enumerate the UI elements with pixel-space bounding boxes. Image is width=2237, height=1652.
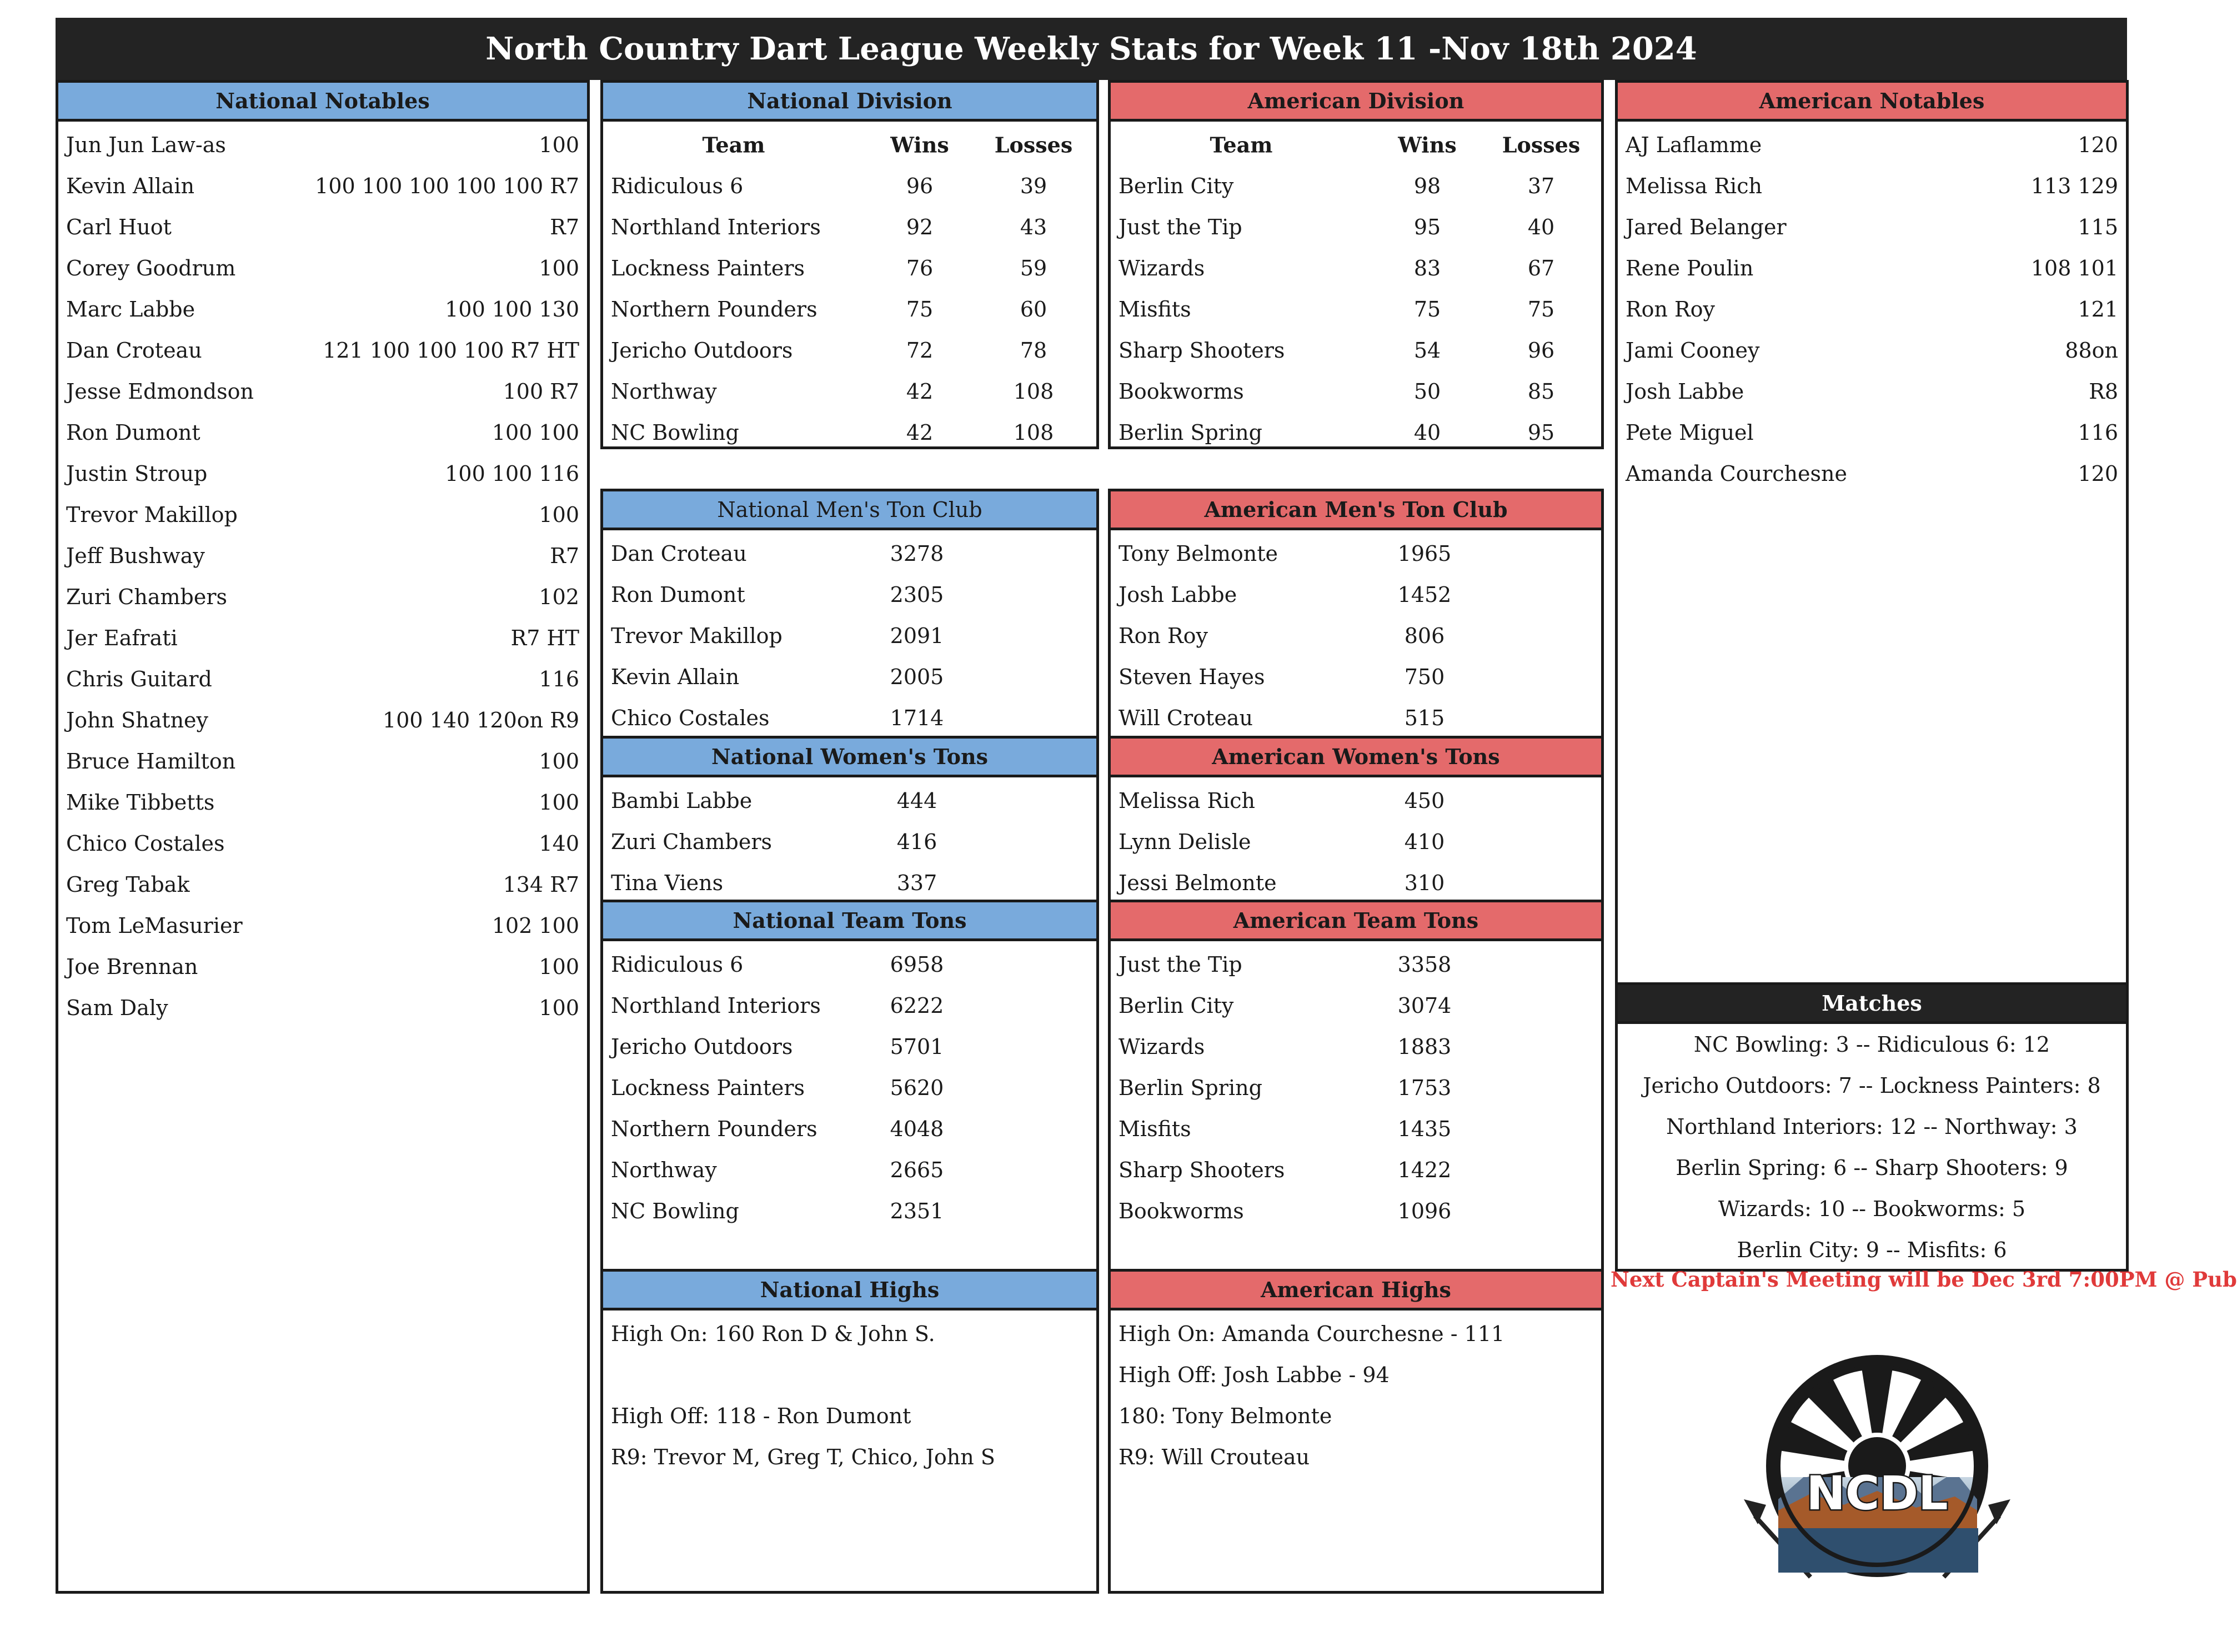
team-losses: 75: [1527, 297, 1555, 322]
row-value: 100 100 130: [445, 297, 579, 322]
row-value: 100 R7: [503, 379, 579, 404]
team-column-header: Team: [1210, 132, 1273, 158]
team-losses: 108: [1013, 379, 1054, 404]
division-row: [603, 165, 1096, 207]
team-wins: 75: [1413, 297, 1441, 322]
row-name: Ron Dumont: [66, 420, 200, 445]
row-value: 100: [539, 955, 579, 979]
team-wins: 42: [906, 379, 934, 404]
row-name: Amanda Courchesne: [1626, 461, 1847, 486]
row-name: Mike Tibbetts: [66, 790, 215, 815]
row-value: 444: [896, 789, 937, 813]
division-row: [1111, 289, 1601, 330]
national-team-tons-header: National Team Tons: [603, 902, 1096, 941]
team-wins: 96: [906, 174, 934, 198]
row-value: 120: [2078, 133, 2118, 157]
row-name: Josh Labbe: [1626, 379, 1744, 404]
row-value: R7: [550, 544, 579, 568]
row-name: Tina Viens: [611, 871, 724, 895]
row-name: Chris Guitard: [66, 667, 212, 691]
team-tons-row: [603, 1191, 1096, 1232]
row-name: Northway: [611, 1158, 717, 1182]
row-name: Ron Roy: [1118, 624, 1208, 648]
american-highs-header: American Highs: [1111, 1272, 1601, 1310]
row-value: 2305: [890, 583, 944, 607]
match-result: Berlin Spring: 6 -- Sharp Shooters: 9: [1676, 1156, 2068, 1180]
national-womens-tons-header: National Women's Tons: [603, 739, 1096, 777]
row-value: 6958: [890, 952, 944, 977]
high-entry: High Off: 118 - Ron Dumont: [611, 1404, 911, 1428]
row-value: 5620: [890, 1076, 944, 1100]
row-name: Marc Labbe: [66, 297, 195, 322]
row-name: Ron Roy: [1626, 297, 1715, 322]
row-name: Ridiculous 6: [611, 952, 744, 977]
row-name: Sharp Shooters: [1118, 1158, 1285, 1182]
row-name: Bookworms: [1118, 1199, 1244, 1223]
team-wins: 75: [906, 297, 934, 322]
row-name: Northland Interiors: [611, 993, 821, 1018]
row-name: Ron Dumont: [611, 583, 745, 607]
notable-row: [58, 823, 587, 864]
row-name: Bruce Hamilton: [66, 749, 236, 774]
row-name: Pete Miguel: [1626, 420, 1754, 445]
team-name: Lockness Painters: [611, 256, 805, 280]
row-value: 120: [2078, 461, 2118, 486]
national-highs-header: National Highs: [603, 1272, 1096, 1310]
team-tons-row: [603, 1108, 1096, 1149]
notable-row: [58, 165, 587, 207]
division-row: [1111, 248, 1601, 289]
national-team-tons-panel: [600, 900, 1099, 1272]
row-value: 100: [539, 256, 579, 280]
row-value: 100 100 116: [445, 461, 579, 486]
row-value: 3074: [1397, 993, 1452, 1018]
row-value: 806: [1404, 624, 1445, 648]
womens-tons-row: [1111, 821, 1601, 862]
team-losses: 39: [1020, 174, 1047, 198]
national-highs-panel: [600, 1269, 1099, 1594]
row-value: 121 100 100 100 R7 HT: [323, 338, 579, 363]
row-name: Jer Eafrati: [66, 626, 178, 650]
row-value: 750: [1404, 665, 1445, 689]
matches-header: Matches: [1618, 982, 2126, 1024]
row-name: Tom LeMasurier: [66, 913, 243, 938]
team-tons-row: [1111, 1149, 1601, 1191]
row-value: 1452: [1397, 583, 1452, 607]
team-losses: 67: [1527, 256, 1555, 280]
notable-row: [1618, 371, 2126, 412]
team-wins: 54: [1413, 338, 1441, 363]
ton-club-row: [603, 533, 1096, 574]
row-name: Berlin City: [1118, 993, 1234, 1018]
notable-row: [58, 330, 587, 371]
row-name: Jeff Bushway: [66, 544, 205, 568]
team-wins: 76: [906, 256, 934, 280]
match-result: Berlin City: 9 -- Misfits: 6: [1737, 1238, 2007, 1262]
notable-row: [58, 946, 587, 987]
wins-column-header: Wins: [890, 132, 949, 158]
row-value: 116: [2078, 420, 2118, 445]
row-value: 1435: [1397, 1117, 1452, 1141]
notable-row: [58, 987, 587, 1028]
notable-row: [58, 494, 587, 535]
division-column-header: [1111, 124, 1601, 165]
notable-row: [58, 659, 587, 700]
high-entry: High On: 160 Ron D & John S.: [611, 1322, 935, 1346]
row-name: Jami Cooney: [1626, 338, 1760, 363]
row-name: Joe Brennan: [66, 955, 198, 979]
wins-column-header: Wins: [1398, 132, 1457, 158]
womens-tons-row: [1111, 862, 1601, 903]
team-tons-row: [603, 1067, 1096, 1108]
team-wins: 50: [1413, 379, 1441, 404]
row-value: 450: [1404, 789, 1445, 813]
notable-row: [1618, 453, 2126, 494]
row-value: 100: [539, 133, 579, 157]
team-losses: 43: [1020, 215, 1047, 239]
notable-row: [58, 412, 587, 453]
row-name: Berlin Spring: [1118, 1076, 1262, 1100]
american-notables-panel: [1615, 80, 2129, 1272]
row-name: Bambi Labbe: [611, 789, 753, 813]
notable-row: [58, 864, 587, 905]
ton-club-row: [603, 697, 1096, 739]
womens-tons-row: [1111, 780, 1601, 821]
row-name: Northern Pounders: [611, 1117, 817, 1141]
national-division-panel: [600, 80, 1099, 449]
team-name: Just the Tip: [1118, 215, 1242, 239]
notable-row: [58, 207, 587, 248]
row-value: 416: [896, 830, 937, 854]
row-value: 2665: [890, 1158, 944, 1182]
notable-row: [58, 248, 587, 289]
american-womens-tons-panel: [1108, 736, 1604, 902]
team-tons-row: [603, 1149, 1096, 1191]
row-value: 134 R7: [503, 872, 579, 897]
row-name: NC Bowling: [611, 1199, 739, 1223]
division-row: [603, 248, 1096, 289]
notable-row: [58, 576, 587, 617]
division-row: [603, 289, 1096, 330]
row-value: 1422: [1397, 1158, 1452, 1182]
ton-club-row: [1111, 697, 1601, 739]
high-entry: High On: Amanda Courchesne - 111: [1118, 1322, 1505, 1346]
team-wins: 98: [1413, 174, 1441, 198]
team-losses: 96: [1527, 338, 1555, 363]
american-division-panel: [1108, 80, 1604, 449]
american-team-tons-header: American Team Tons: [1111, 902, 1601, 941]
notable-row: [1618, 248, 2126, 289]
team-wins: 72: [906, 338, 934, 363]
row-name: Jun Jun Law-as: [66, 133, 226, 157]
notable-row: [1618, 289, 2126, 330]
ton-club-row: [1111, 656, 1601, 697]
row-value: R7: [550, 215, 579, 239]
team-name: Berlin Spring: [1118, 420, 1262, 445]
team-tons-row: [603, 1026, 1096, 1067]
division-row: [1111, 330, 1601, 371]
team-losses: 59: [1020, 256, 1047, 280]
row-name: Chico Costales: [611, 706, 770, 730]
row-name: Jessi Belmonte: [1118, 871, 1277, 895]
row-name: Rene Poulin: [1626, 256, 1754, 280]
row-value: 140: [539, 831, 579, 856]
team-name: Wizards: [1118, 256, 1205, 280]
team-tons-row: [1111, 985, 1601, 1026]
row-value: 108 101: [2030, 256, 2118, 280]
team-name: Bookworms: [1118, 379, 1244, 404]
ton-club-row: [603, 574, 1096, 615]
row-value: 1714: [890, 706, 944, 730]
row-name: Lockness Painters: [611, 1076, 805, 1100]
row-value: 100: [539, 996, 579, 1020]
team-wins: 83: [1413, 256, 1441, 280]
team-losses: 78: [1020, 338, 1047, 363]
row-name: Jesse Edmondson: [66, 379, 254, 404]
row-value: 2351: [890, 1199, 944, 1223]
row-value: 5701: [890, 1035, 944, 1059]
notable-row: [58, 617, 587, 659]
team-column-header: Team: [702, 132, 765, 158]
american-team-tons-panel: [1108, 900, 1604, 1272]
team-name: Northern Pounders: [611, 297, 817, 322]
notable-row: [1618, 165, 2126, 207]
row-value: R7 HT: [510, 626, 579, 650]
row-value: 88on: [2065, 338, 2118, 363]
row-name: Dan Croteau: [66, 338, 202, 363]
row-name: Dan Croteau: [611, 541, 747, 566]
notable-row: [1618, 124, 2126, 165]
ton-club-row: [1111, 533, 1601, 574]
row-value: 100 140 120on R9: [383, 708, 579, 732]
high-entry: R9: Will Crouteau: [1118, 1445, 1310, 1469]
row-value: 3278: [890, 541, 944, 566]
national-division-header: National Division: [603, 83, 1096, 122]
ton-club-row: [1111, 615, 1601, 656]
team-losses: 85: [1527, 379, 1555, 404]
row-name: Wizards: [1118, 1035, 1205, 1059]
notable-row: [58, 453, 587, 494]
page-title: North Country Dart League Weekly Stats for Week 11 -Nov 18th 2024: [56, 18, 2127, 80]
row-value: 121: [2078, 297, 2118, 322]
national-notables-header: National Notables: [58, 83, 587, 122]
team-tons-row: [1111, 944, 1601, 985]
american-notables-header: American Notables: [1618, 83, 2126, 122]
team-losses: 40: [1527, 215, 1555, 239]
division-row: [603, 207, 1096, 248]
notable-row: [58, 905, 587, 946]
division-row: [603, 330, 1096, 371]
row-value: 102: [539, 585, 579, 609]
team-losses: 108: [1013, 420, 1054, 445]
row-name: Kevin Allain: [66, 174, 195, 198]
team-name: Ridiculous 6: [611, 174, 744, 198]
row-name: John Shatney: [66, 708, 208, 732]
team-tons-row: [1111, 1026, 1601, 1067]
row-name: Will Croteau: [1118, 706, 1253, 730]
team-wins: 42: [906, 420, 934, 445]
team-name: NC Bowling: [611, 420, 739, 445]
notable-row: [58, 741, 587, 782]
row-name: Jericho Outdoors: [611, 1035, 793, 1059]
row-name: Chico Costales: [66, 831, 225, 856]
notable-row: [58, 700, 587, 741]
row-name: Corey Goodrum: [66, 256, 236, 280]
row-name: AJ Laflamme: [1626, 133, 1762, 157]
row-value: 113 129: [2030, 174, 2118, 198]
row-value: 102 100: [491, 913, 579, 938]
row-name: Lynn Delisle: [1118, 830, 1251, 854]
womens-tons-row: [603, 821, 1096, 862]
row-value: 4048: [890, 1117, 944, 1141]
national-notables-panel: [56, 80, 590, 1594]
team-wins: 95: [1413, 215, 1441, 239]
row-name: Melissa Rich: [1118, 789, 1255, 813]
row-name: Trevor Makillop: [611, 624, 783, 648]
notable-row: [58, 289, 587, 330]
row-value: 100: [539, 790, 579, 815]
losses-column-header: Losses: [994, 132, 1073, 158]
ncdl-logo: [1733, 1333, 2022, 1599]
match-result: Jericho Outdoors: 7 -- Lockness Painters: 8: [1643, 1073, 2101, 1098]
division-row: [603, 371, 1096, 412]
row-value: 6222: [890, 993, 944, 1018]
row-name: Melissa Rich: [1626, 174, 1762, 198]
notable-row: [58, 124, 587, 165]
team-name: Misfits: [1118, 297, 1191, 322]
row-name: Sam Daly: [66, 996, 168, 1020]
team-wins: 40: [1413, 420, 1441, 445]
division-row: [1111, 412, 1601, 453]
ton-club-row: [603, 615, 1096, 656]
team-tons-row: [603, 985, 1096, 1026]
match-result: Wizards: 10 -- Bookworms: 5: [1718, 1197, 2026, 1221]
national-mens-ton-club-header: National Men's Ton Club: [603, 491, 1096, 530]
team-losses: 37: [1527, 174, 1555, 198]
high-entry: High Off: Josh Labbe - 94: [1118, 1363, 1390, 1387]
row-name: Trevor Makillop: [66, 503, 238, 527]
row-value: 100 100 100 100 100 R7: [315, 174, 579, 198]
row-value: 2091: [890, 624, 944, 648]
team-tons-row: [1111, 1067, 1601, 1108]
american-mens-ton-club-panel: [1108, 489, 1604, 739]
row-value: 100: [539, 749, 579, 774]
row-value: 3358: [1397, 952, 1452, 977]
team-tons-row: [1111, 1108, 1601, 1149]
row-name: Justin Stroup: [66, 461, 208, 486]
team-tons-row: [1111, 1191, 1601, 1232]
team-name: Northland Interiors: [611, 215, 821, 239]
national-womens-tons-panel: [600, 736, 1099, 902]
row-name: Just the Tip: [1118, 952, 1242, 977]
american-division-header: American Division: [1111, 83, 1601, 122]
national-mens-ton-club-panel: [600, 489, 1099, 739]
division-column-header: [603, 124, 1096, 165]
team-name: Berlin City: [1118, 174, 1234, 198]
row-name: Tony Belmonte: [1118, 541, 1278, 566]
team-name: Jericho Outdoors: [611, 338, 793, 363]
american-mens-ton-club-header: American Men's Ton Club: [1111, 491, 1601, 530]
team-losses: 60: [1020, 297, 1047, 322]
row-value: 515: [1404, 706, 1445, 730]
division-row: [1111, 165, 1601, 207]
team-name: Northway: [611, 379, 717, 404]
row-value: R8: [2089, 379, 2118, 404]
division-row: [1111, 207, 1601, 248]
row-name: Josh Labbe: [1118, 583, 1237, 607]
row-name: Steven Hayes: [1118, 665, 1265, 689]
ton-club-row: [603, 656, 1096, 697]
svg-text:NCDL: NCDL: [1806, 1466, 1948, 1520]
row-value: 337: [896, 871, 937, 895]
row-value: 1965: [1397, 541, 1452, 566]
row-value: 410: [1404, 830, 1445, 854]
team-losses: 95: [1527, 420, 1555, 445]
row-value: 100 100: [491, 420, 579, 445]
notable-row: [58, 371, 587, 412]
row-name: Zuri Chambers: [611, 830, 772, 854]
notable-row: [1618, 330, 2126, 371]
row-value: 310: [1404, 871, 1445, 895]
row-value: 100: [539, 503, 579, 527]
match-result: Northland Interiors: 12 -- Northway: 3: [1666, 1114, 2078, 1139]
row-name: Kevin Allain: [611, 665, 740, 689]
high-entry: R9: Trevor M, Greg T, Chico, John S: [611, 1445, 995, 1469]
american-womens-tons-header: American Women's Tons: [1111, 739, 1601, 777]
row-value: 2005: [890, 665, 944, 689]
row-value: 1883: [1397, 1035, 1452, 1059]
team-wins: 92: [906, 215, 934, 239]
losses-column-header: Losses: [1502, 132, 1581, 158]
notable-row: [1618, 412, 2126, 453]
division-row: [1111, 371, 1601, 412]
dartboard-logo-icon: [1733, 1333, 2022, 1599]
captains-meeting-notice: Next Captain's Meeting will be Dec 3rd 7:00PM @ Pub: [1611, 1267, 2237, 1292]
division-row: [603, 412, 1096, 453]
high-entry: 180: Tony Belmonte: [1118, 1404, 1332, 1428]
womens-tons-row: [603, 862, 1096, 903]
notable-row: [1618, 207, 2126, 248]
match-result: NC Bowling: 3 -- Ridiculous 6: 12: [1693, 1032, 2050, 1057]
womens-tons-row: [603, 780, 1096, 821]
row-name: Carl Huot: [66, 215, 172, 239]
row-name: Jared Belanger: [1626, 215, 1787, 239]
row-value: 115: [2078, 215, 2118, 239]
notable-row: [58, 782, 587, 823]
row-name: Zuri Chambers: [66, 585, 227, 609]
american-highs-panel: [1108, 1269, 1604, 1594]
team-tons-row: [603, 944, 1096, 985]
row-value: 1753: [1397, 1076, 1452, 1100]
row-value: 1096: [1397, 1199, 1452, 1223]
ton-club-row: [1111, 574, 1601, 615]
row-value: 116: [539, 667, 579, 691]
notable-row: [58, 535, 587, 576]
row-name: Greg Tabak: [66, 872, 190, 897]
team-name: Sharp Shooters: [1118, 338, 1285, 363]
row-name: Misfits: [1118, 1117, 1191, 1141]
